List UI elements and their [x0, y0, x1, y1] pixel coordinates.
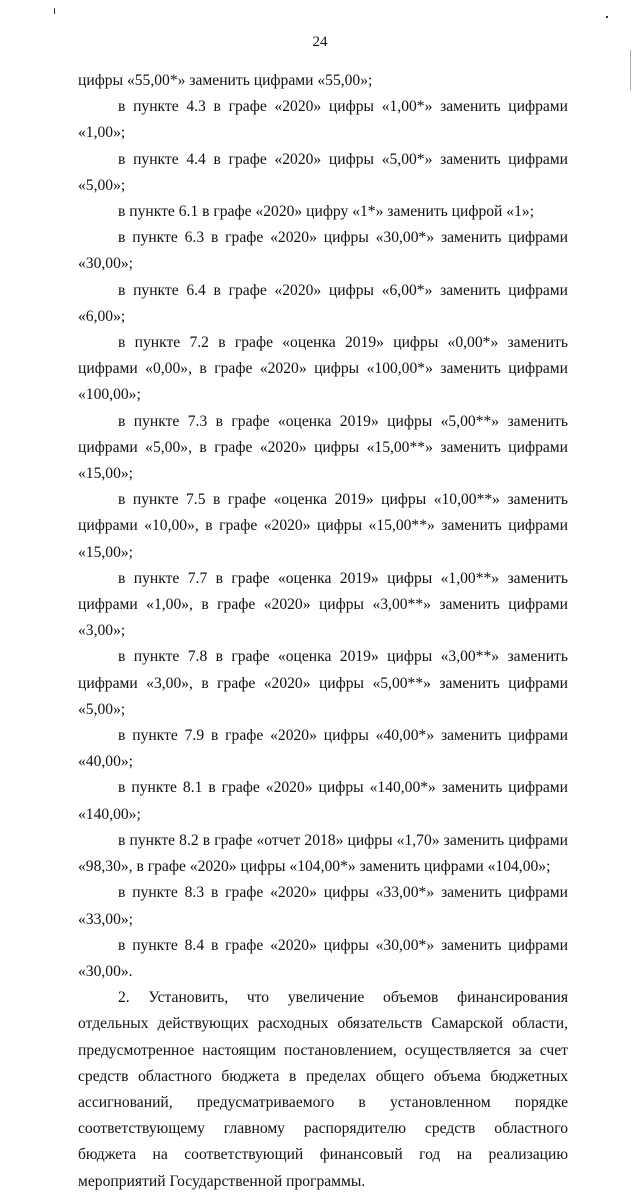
paragraph-item-8-1: в пункте 8.1 в графе «2020» цифры «140,00*» заменить цифрами «140,00»;: [78, 779, 568, 823]
paragraph-item-6-1: в пункте 6.1 в графе «2020» цифру «1*» заменить цифрой «1»;: [118, 203, 535, 221]
paragraph-item-7-3: в пункте 7.3 в графе «оценка 2019» цифры «5,00**» заменить цифрами «5,00», в графе «2020» цифры «15,00**» заменить цифрами «15,00»;: [78, 412, 568, 483]
paragraph-item-7-9: в пункте 7.9 в графе «2020» цифры «40,00*» заменить цифрами «40,00»;: [78, 727, 568, 771]
paragraph-item-7-5: в пункте 7.5 в графе «оценка 2019» цифры «10,00**» заменить цифрами «10,00», в графе «2020» цифры «15,00**» заменить цифрами «15,00»;: [78, 491, 568, 561]
scan-mark: [606, 16, 608, 18]
paragraph-item-7-8: в пункте 7.8 в графе «оценка 2019» цифры «3,00**» заменить цифрами «3,00», в графе «2020» цифры «5,00**» заменить цифрами «5,00»;: [78, 648, 568, 718]
paragraph-item-8-4: в пункте 8.4 в графе «2020» цифры «30,00*» заменить цифрами «30,00».: [78, 936, 568, 980]
paragraph-item-7-2: в пункте 7.2 в графе «оценка 2019» цифры «0,00*» заменить цифрами «0,00», в графе «2020» цифры «100,00*» заменить цифрами «100,00»;: [78, 334, 568, 404]
paragraph-section-2: 2. Установить, что увеличение объемов финансирования отдельных действующих расходных обязательств Самарской области, предусмотренное настоящим постановлением, осуществляется за счет средств областного бюджета в пределах общего объема бюджетных ассигнований, предусматриваемого в установленном порядке соответствующему главному распорядителю средств областного бюджета на соответствующий финансовый год на реализацию мероприятий Государственной программы.: [78, 989, 568, 1190]
paragraph-item-6-4: в пункте 6.4 в графе «2020» цифры «6,00*» заменить цифрами «6,00»;: [78, 281, 568, 325]
paragraph-continuation: цифры «55,00*» заменить цифрами «55,00»;: [78, 72, 373, 89]
paragraph-item-6-3: в пункте 6.3 в графе «2020» цифры «30,00*» заменить цифрами «30,00»;: [78, 229, 568, 273]
scan-mark: [630, 50, 631, 90]
paragraph-item-4-3: в пункте 4.3 в графе «2020» цифры «1,00*» заменить цифрами «1,00»;: [78, 98, 568, 142]
paragraph-item-4-4: в пункте 4.4 в графе «2020» цифры «5,00*» заменить цифрами «5,00»;: [78, 150, 568, 194]
page-number: 24: [312, 34, 328, 50]
paragraph-item-7-7: в пункте 7.7 в графе «оценка 2019» цифры «1,00**» заменить цифрами «1,00», в графе «2020» цифры «3,00**» заменить цифрами «3,00»;: [78, 569, 568, 640]
scan-mark: [54, 8, 55, 14]
document-body: [78, 68, 568, 1195]
paragraph-item-8-3: в пункте 8.3 в графе «2020» цифры «33,00*» заменить цифрами «33,00»;: [78, 884, 568, 928]
paragraph-item-8-2: в пункте 8.2 в графе «отчет 2018» цифры «1,70» заменить цифрами «98,30», в графе «2020» цифры «104,00*» заменить цифрами «104,00»;: [78, 831, 568, 876]
